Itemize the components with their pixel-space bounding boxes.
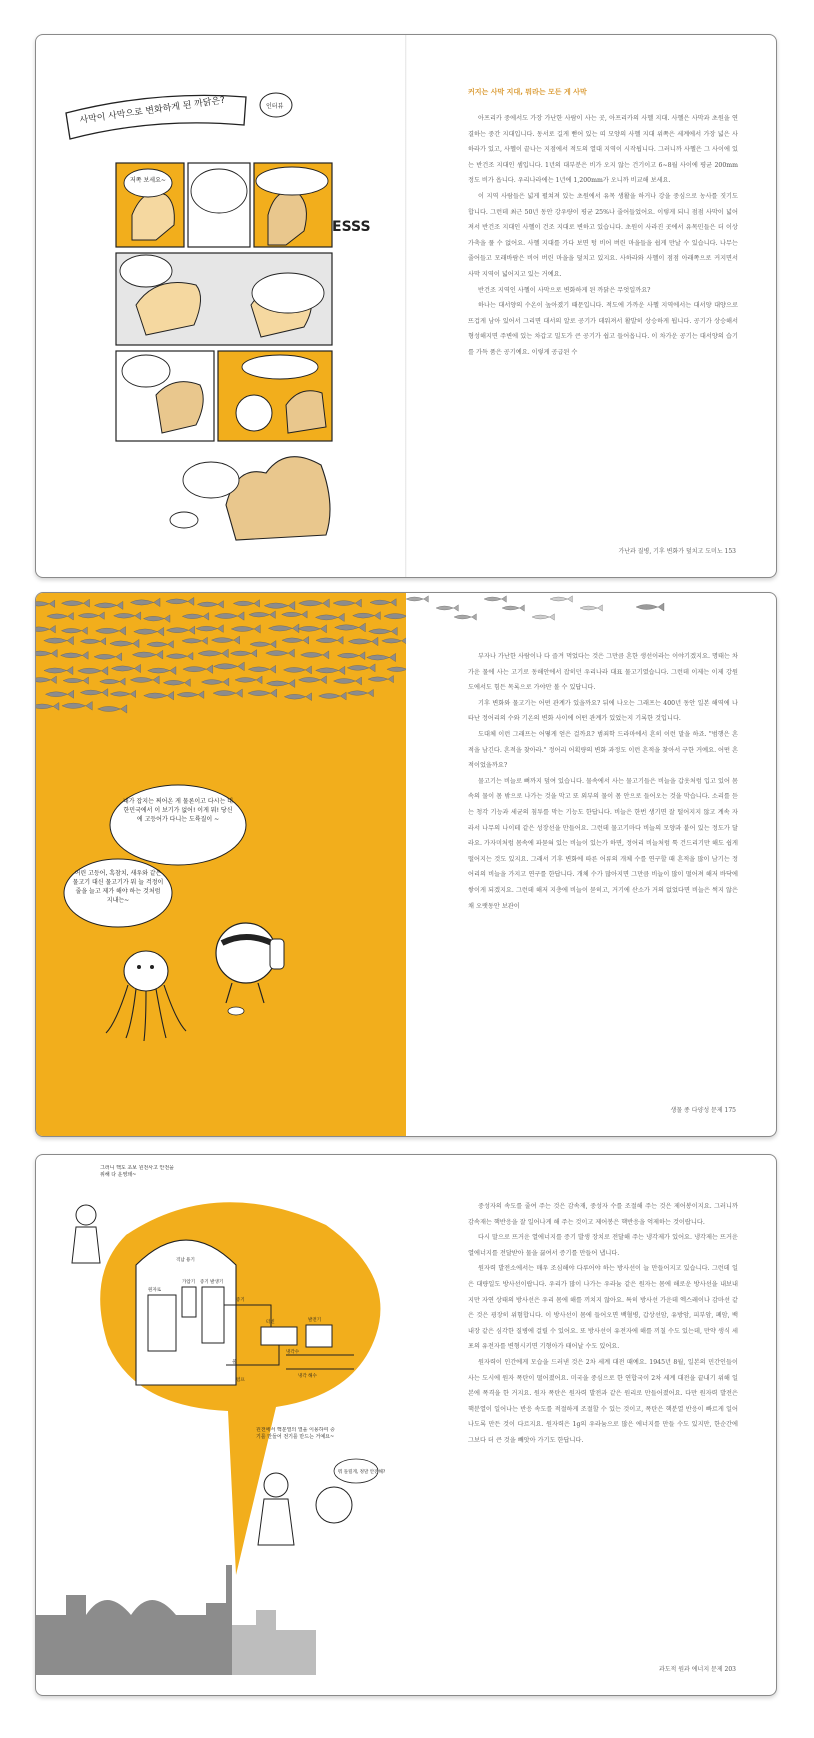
fish-shape (144, 691, 174, 700)
fish-shape (284, 693, 311, 701)
fish-school-illustration (36, 593, 406, 1136)
fish-shape (183, 665, 213, 674)
banner-text: 사막이 사막으로 변화하게 된 까닭은? (79, 95, 226, 126)
fish-shape (163, 679, 190, 687)
fish-shape (250, 640, 276, 647)
fish-shape (61, 627, 87, 634)
globe-character-with-goggles (216, 923, 284, 1003)
paragraph: 이 지역 사람들은 넓게 펼쳐져 있는 초원에서 유목 생활을 하거나 강을 중심으로 농사를 짓기도 합니다. 그런데 최근 50년 동안 강우량이 평균 25%나 줄어들었어요. 이렇게 되니 점점 사막이 넓어져서 반건조 지대인 사헬이 건조 지대로 변하고 있습니다. 초원이 사라진 곳에서 유목민들은 더 이상 가축을 풀 수 없어요. 사헬 지대를 가다 보면 텅 비어 버린 마을들을 쉽게 만날 수 있습니다. 나무는 줄어들고 모래바람은 비어 버린 마을을 덮치고 있지요. 사하라와 사헬이 점점 아래쪽으로 커지면서 사막 지역이 넓어지고 있는 거예요. (468, 192, 738, 278)
body-text (468, 111, 738, 361)
label-pump: 펌프 (236, 1378, 245, 1383)
fish-shape (235, 676, 262, 684)
label-steam-generator: 증기 발생기 (200, 1280, 224, 1285)
fish-shape (132, 650, 162, 659)
scientist-character-bottom (258, 1473, 294, 1545)
turbine (261, 1327, 297, 1345)
page-footer: 과도적 원과 에너지 문제 203 (658, 1666, 736, 1673)
fish-shape (94, 601, 123, 609)
fish-shape (196, 625, 223, 633)
plant-silhouette (36, 1565, 232, 1675)
book-spread-1 (35, 34, 777, 578)
label-water: 물 (232, 1360, 237, 1365)
fish-shape (36, 650, 57, 658)
paragraph: 원자력이 인간에게 모습을 드러낸 것은 2차 세계 대전 때예요. 1945년 8월, 일본의 민간인들이 사는 도시에 원자 폭탄이 떨어졌어요. 미국을 중심으로 한 연합국이 2차 세계 대전을 끝내기 위해 일본에 폭격을 한 거지요. 원자 폭탄은 원자력 발전과 같은 원리로 만들어졌어요. 다만 원자력 발전은 핵분열이 일어나는 반응 속도를 적절하게 조절할 수 있는 것이고, 폭탄은 핵분열 반응이 빠르게 일어나도록 만든 것이 다르지요. 원자력은 1g의 우라늄으로 많은 에너지를 만들 수도 있지만, 한순간에 그보다 더 큰 것을 빼앗아 가기도 한답니다. (468, 1358, 738, 1444)
comic-page (36, 35, 406, 577)
pressurizer (182, 1287, 196, 1317)
paragraph: 아프리카 중에서도 가장 가난한 사람이 사는 곳, 아프리카의 사헬 지대. 사헬은 사막과 초원을 연결하는 중간 지대입니다. 동서로 길게 뻗어 있는 띠 모양의 사헬 지대 위쪽은 세계에서 가장 넓은 사하라가 있고, 사헬이 끝나는 지점에서 적도의 열대 지역이 시작됩니다. 그러니까 사헬은 그 사이에 있는 반건조 지대인 셈입니다. 1년의 대부분은 비가 오지 않는 건기이고 6~8월 사이에 평균 200mm 정도 비가 옵니다. 우리나라에는 1년에 1,200mm가 오니까 비교해 보세요. (468, 115, 738, 185)
fish-shape (78, 667, 108, 676)
fish-shape (96, 627, 126, 636)
fish-shape (266, 649, 295, 657)
fish-shape (143, 615, 170, 623)
fish-shape (36, 600, 55, 607)
fish-shape (63, 677, 88, 684)
paragraph: 하나는 대서양의 수온이 높아졌기 때문입니다. 적도에 가까운 사헬 지역에서는 대서양 대양으로 뜨겁게 남아 있어서 그리면 대서의 알로 공기가 데워져서 활발히 상승하게 됩니다. 공기가 상승해서 형성해지면 주변에 있는 차갑고 밀도가 큰 공기가 쉽고 들어옵니다. 이 차가운 공기는 대서양의 습기를 가득 품은 공기예요. 이렇게 공급된 수 (468, 302, 738, 356)
paragraph: 원자력 발전소에서는 매우 조심해야 다루어야 하는 방사선이 늘 만들어지고 있습니다. 그런데 일은 대량일도 방사선이랍니다. 우리가 많이 나가는 우라늄 같은 원자는 몸에 해로운 방사선을 내보내지만 자연 상태의 방사선은 우리 몸에 해를 끼치지 않아요. 특히 방사선 가운데 엑스레이나 감마선 같은 것은 굉장히 위험합니다. 이 방사선이 몸에 들어오면 백혈병, 갑상선암, 유방암, 피부암, 폐암, 백내장 같은 심각한 질병에 걸릴 수 있어요. 또 방사선이 유전자에 해를 끼칠 수도 있는데, 만약 생식 세포의 유전자를 변형시키면 기형아가 태어날 수도 있어요. (468, 1265, 738, 1351)
fish-shape (367, 653, 396, 661)
label-steam: 증기 (236, 1298, 245, 1303)
fish-shape (215, 612, 244, 620)
paragraph: 도대체 이런 그래프는 어떻게 얻은 걸까요? 범죄학 드라마에서 흔히 이런 말을 하죠. "범행은 흔적을 남긴다. 흔적을 찾아라." 정어리 어획량의 변화 과정도 이런 흔적을 찾아서 구한 거예요. 어떤 흔적이었을까요? (468, 730, 738, 770)
book-spread-3 (35, 1154, 777, 1696)
scientist-character-top (72, 1205, 100, 1263)
fish-shape (370, 599, 396, 606)
fish-shape (62, 701, 92, 710)
fish-shape (368, 675, 394, 682)
fish-shape (61, 651, 89, 659)
fish-shape (198, 649, 228, 658)
label-containment: 격납 용기 (176, 1258, 195, 1263)
generator (306, 1325, 332, 1347)
fish-shape (134, 627, 164, 636)
fish-shape (214, 662, 245, 671)
fish-shape (298, 625, 326, 633)
label-coolant: 냉각수 (286, 1350, 300, 1355)
steam-generator (202, 1287, 224, 1343)
fish-shape (333, 599, 361, 607)
fish-shape (94, 653, 122, 661)
text-page-175 (406, 593, 776, 1136)
fish-shape (248, 665, 275, 673)
fish-shape (636, 603, 664, 611)
fish-shape (100, 678, 125, 685)
fish-shape (299, 676, 327, 684)
bubble-text-speaker: 원전에서 핵분열의 열을 이용하여 증기를 만들어 전기를 만드는 거예요~ (256, 1427, 335, 1440)
label-reactor: 원자로 (148, 1288, 162, 1293)
fish-continuation (406, 593, 776, 653)
fish-shape (78, 612, 104, 619)
fish-shape (182, 613, 209, 621)
globe-character (316, 1487, 352, 1523)
fish-shape (580, 605, 602, 611)
body-text (468, 1199, 738, 1449)
camel-with-headphones (226, 457, 330, 540)
fish-shape (177, 691, 204, 699)
fish-shape (335, 623, 366, 632)
text-page-203 (406, 1155, 776, 1695)
fish-shape (384, 612, 406, 621)
fish-shape (249, 611, 275, 619)
fish-shape (502, 605, 524, 611)
fish-shape (406, 596, 428, 602)
paragraph: 다시 말으로 뜨거운 열에너지를 증기 발생 장치로 전달해 주는 냉각제가 있어요. 냉각제는 뜨거운 열에너지를 전달받아 물을 끓여서 증기를 만들어 냅니다. (468, 1234, 738, 1257)
fish-shape (98, 705, 127, 713)
bubble-text-fish: 내가 잡지는 쩌어온 게 물론이고 다시는 대한민국에서 이 보기가 없어! 이게 뭐! 당신에 고등어가 다니는 도륙질이 ~ (123, 798, 233, 823)
fish-shape (166, 652, 193, 660)
fish-shape (110, 639, 139, 647)
fish-shape (319, 692, 347, 700)
plant-silhouette-light (232, 1610, 316, 1675)
fish-shape (61, 599, 89, 607)
fish-shape (201, 678, 228, 686)
fish-shape (436, 605, 458, 611)
fish-shape (147, 641, 173, 649)
section-heading: 커지는 사막 지대, 뭐라는 모든 게 사막 (468, 88, 587, 96)
fish-shape (382, 637, 406, 644)
octopus-character (106, 951, 186, 1041)
fish-shape (267, 679, 295, 687)
globe-character (236, 395, 272, 431)
fish-shape (36, 625, 55, 633)
page-footer: 생물 종 다양성 문제 175 (670, 1107, 736, 1114)
nuclear-plant-illustration (36, 1155, 406, 1695)
fish-shape (166, 626, 194, 634)
camel-comic-illustration (36, 35, 406, 577)
fish-shape (454, 614, 476, 620)
paragraph: 기후 변화와 물고기는 어떤 관계가 있을까요? 뒤에 나오는 그래프는 400년 동안 일본 해역에 나타난 정어리의 수와 기온의 변화 사이에 어떤 관계가 있었는지 기록한 것입니다. (468, 699, 738, 723)
label-seawater: 냉각 해수 (298, 1374, 317, 1379)
fish-shape (114, 612, 141, 620)
fish-shape (348, 637, 378, 645)
fish-shape (211, 636, 239, 644)
paragraph: 부자나 가난한 사람이나 다 즐겨 먹었다는 것은 그만큼 흔한 생선이라는 이야기겠지요. 명태는 차가운 물에 사는 고기로 동해안에서 잡히던 우리나라 대표 물고기였습니다. 그런데 이제는 이제 강원도에서도 힘든 목록으로 가야만 볼 수 있답니다. (468, 653, 738, 692)
paragraph: 물고기는 비늘로 뼈까지 덮여 있습니다. 물속에서 사는 물고기들은 비늘을 갑옷처럼 입고 있어 몸속의 물이 몸 밖으로 나가는 것을 막고 또 외부의 물이 몸 안으로 들어오는 것을 막습니다. 소리를 듣는 청각 기능과 세균의 침투를 막는 기능도 한답니다. 비늘은 한번 생기면 잘 떨어지지 않고 계속 자라서 나무의 나이테 같은 성장선을 만들어요. 그런데 물고기마다 비늘의 모양과 붙어 있는 정도가 달라요. 가자미처럼 몸속에 파묻혀 있는 비늘이 있는가 하면, 정어리 비늘처럼 툭 건드리기만 해도 쉽게 떨어지는 것도 있지요. 그래서 기후 변화에 따른 어류의 개체 수를 연구할 때 흔적을 많이 남기는 정어리의 비늘을 가지고 연구를 한답니다. 개체 수가 많아지면 그만큼 비늘이 많이 떨어져 해저 바닥에 쌓이게 되겠지요. 그런데 해저 지층에 비늘이 묻히고, 거기에 산소가 거의 없었다면 비늘은 썩지 않은 채 오랫동안 보관이 (468, 777, 738, 910)
fish-shape (387, 666, 406, 673)
reactor-illustration-page (36, 1155, 406, 1695)
fish-shape (532, 614, 554, 620)
fish-shape (110, 690, 135, 697)
fish-shape (233, 600, 259, 607)
fish-shape (282, 636, 309, 644)
fish-shape (231, 625, 260, 633)
fish-shape (80, 689, 107, 697)
fish-shape (45, 690, 73, 698)
bubble-text-octopus: 어린 고등어, 흑참치, 새우와 같은 물고기 대신 물고기가 뭐 늘 걱정이 줄을 늘고 제가 해야 하는 것처럼 지내는~ (72, 870, 164, 904)
fish-shape (130, 676, 159, 684)
fish-shape (197, 601, 223, 608)
fish-shape (299, 599, 330, 608)
fish-shape (264, 601, 295, 610)
fish-shape (182, 637, 207, 644)
fish-shape (484, 596, 506, 602)
text-page-153 (406, 35, 776, 577)
fish-shape (36, 676, 56, 684)
fish-shape (268, 624, 299, 633)
fish-shape (316, 636, 343, 644)
label-pressurizer: 가압기 (182, 1280, 196, 1285)
bubble-text-globe: 뭐 돌릴게, 정말 안전해? (338, 1470, 386, 1475)
fish-shape (301, 651, 329, 659)
fish-shape (36, 702, 59, 710)
fish-shape (315, 613, 344, 621)
fish-shape (248, 689, 277, 697)
fish-shape (47, 612, 74, 620)
fish-shape (334, 677, 362, 685)
fish-shape (44, 666, 73, 674)
label-generator: 발전기 (308, 1318, 322, 1323)
fish-shape (337, 652, 365, 660)
fish-shape (148, 667, 176, 675)
fish-shape (166, 597, 194, 605)
fish-shape (230, 650, 256, 657)
fish-shape (130, 598, 160, 606)
page-footer: 가난과 질병, 기후 변화가 덮치고 도미노 153 (618, 548, 736, 555)
fish-shape (213, 689, 242, 697)
fish-shape (369, 627, 397, 635)
reactor-vessel (148, 1295, 176, 1351)
fish-shape (44, 636, 74, 644)
fish-shape (80, 638, 105, 645)
paragraph: 반건조 지역인 사헬이 사막으로 변화하게 된 까닭은 무엇일까요? (478, 286, 651, 294)
paragraph: 중성자의 속도를 줄여 주는 것은 감속재, 중성자 수를 조절해 주는 것은 제어봉이지요. 그러니까 감속재는 핵반응을 잘 일어나게 해 주는 것이고 제어봉은 핵반응을 억제하는 것이랍니다. (468, 1203, 738, 1226)
fish-shape (111, 664, 140, 672)
fish-shape (316, 666, 345, 674)
camel-head-5 (156, 382, 203, 433)
fish-shape (353, 612, 381, 620)
bubble-text-1: 저쪽 보세요~ (130, 177, 166, 184)
body-text (468, 649, 738, 914)
label-turbine: 터빈 (266, 1320, 275, 1325)
book-spread-2 (35, 592, 777, 1137)
bubble-text-top: 그러니 핵도 초보 원전사고 안전을 위해 다 운영돼~ (100, 1165, 174, 1178)
small-crab (228, 1007, 244, 1015)
fish-shape (284, 666, 312, 674)
fish-shape (348, 689, 374, 696)
fish-shape (282, 611, 307, 618)
interview-tag: 인터뷰 (266, 103, 284, 110)
fish-school (36, 597, 406, 713)
fish-shape (347, 664, 375, 672)
fish-illustration-page (36, 593, 406, 1136)
fish-shape (550, 596, 572, 602)
sound-effect: ESSS (332, 219, 371, 235)
